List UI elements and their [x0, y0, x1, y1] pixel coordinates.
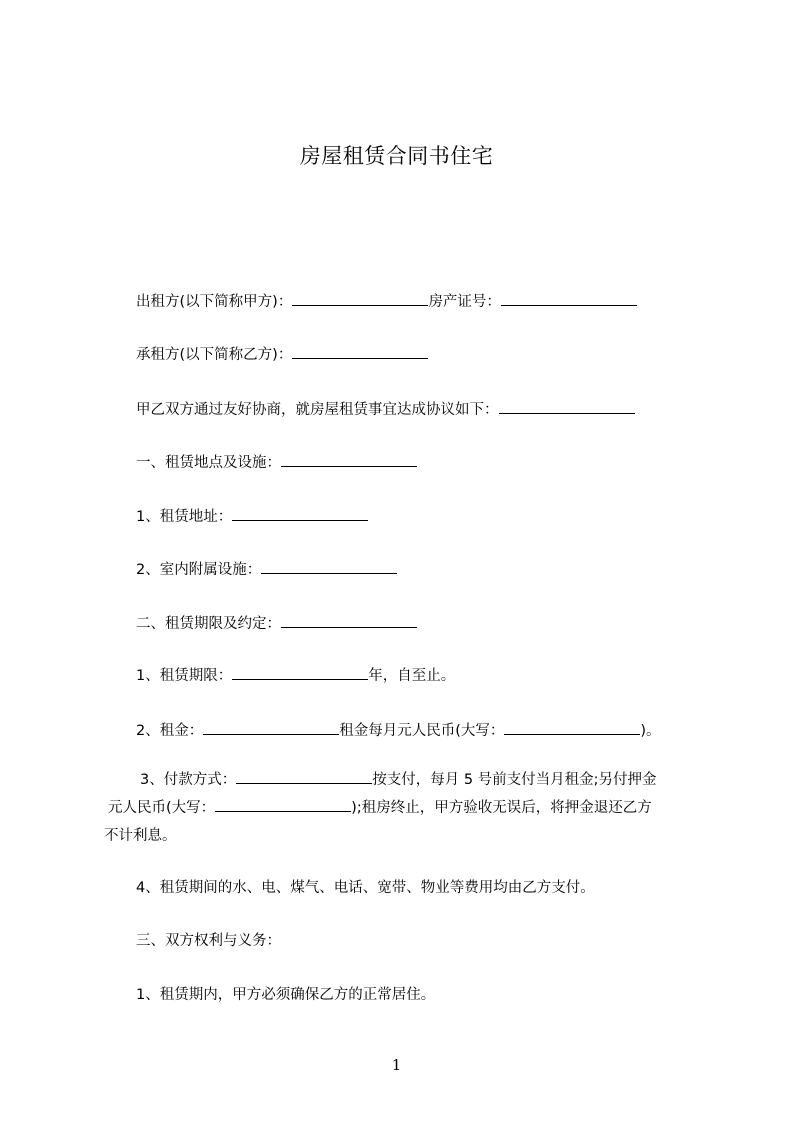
deed-blank	[501, 291, 637, 306]
section-2-label: 二、租赁期限及约定：	[136, 616, 281, 632]
item-1-1	[136, 506, 368, 527]
item-3-1-text: 1、租赁期内，甲方必须确保乙方的正常居住。	[136, 987, 436, 1003]
item-2-2	[136, 720, 661, 741]
item-2-3-blank-a	[236, 769, 372, 784]
item-2-3-line-2	[104, 794, 704, 822]
item-2-3-line-1	[104, 766, 704, 794]
section-1-heading	[136, 452, 417, 473]
item-2-3-line2-label: 元人民币(大写：	[108, 800, 216, 816]
deed-label: 房产证号：	[428, 294, 501, 310]
page-title: 房屋租赁合同书住宅	[299, 144, 494, 168]
lessee-label: 承租方(以下简称乙方)：	[136, 347, 293, 363]
item-2-1-suffix: 年，自至止。	[368, 668, 456, 684]
item-2-3-label: 3、付款方式：	[140, 772, 237, 788]
intro-blank	[499, 399, 635, 414]
item-2-4-text: 4、租赁期间的水、电、煤气、电话、宽带、物业等费用均由乙方支付。	[136, 880, 595, 896]
section-1-blank	[281, 452, 417, 467]
item-2-2-blank-b	[504, 720, 640, 735]
lessor-blank	[292, 291, 428, 306]
item-1-1-label: 1、租赁地址：	[136, 509, 233, 525]
item-1-2	[136, 559, 397, 580]
intro-line	[136, 399, 635, 420]
item-2-3	[104, 766, 704, 850]
item-2-2-label: 2、租金：	[136, 723, 204, 739]
item-2-2-middle: 租金每月元人民币(大写：	[339, 723, 505, 739]
item-2-1-label: 1、租赁期限：	[136, 668, 233, 684]
lessor-label: 出租方(以下简称甲方)：	[136, 294, 293, 310]
section-3-heading	[136, 931, 281, 951]
section-2-blank	[281, 613, 417, 628]
item-2-3-line-3: 不计利息。	[104, 828, 177, 844]
item-2-3-blank-b	[215, 797, 351, 812]
lessee-blank	[292, 344, 428, 359]
item-2-2-blank-a	[203, 720, 339, 735]
section-1-label: 一、租赁地点及设施：	[136, 455, 281, 471]
item-2-2-suffix: )。	[640, 723, 661, 739]
lessee-line	[136, 344, 428, 365]
item-1-1-blank	[232, 506, 368, 521]
item-2-3-line2-suffix: );租房终止，甲方验收无误后，将押金退还乙方	[351, 800, 652, 816]
item-2-1-blank	[232, 665, 368, 680]
item-2-1	[136, 665, 455, 686]
page-number: 1	[391, 1056, 402, 1074]
item-3-1	[136, 985, 435, 1005]
section-2-heading	[136, 613, 417, 634]
item-1-2-blank	[261, 559, 397, 574]
intro-text: 甲乙双方通过友好协商，就房屋租赁事宜达成协议如下：	[136, 402, 499, 418]
lessor-line	[136, 291, 637, 312]
section-3-label: 三、双方权利与义务：	[136, 933, 281, 949]
item-2-4	[136, 878, 595, 898]
item-2-3-middle: 按支付，每月 5 号前支付当月租金;另付押金	[372, 772, 657, 788]
item-1-2-label: 2、室内附属设施：	[136, 562, 262, 578]
